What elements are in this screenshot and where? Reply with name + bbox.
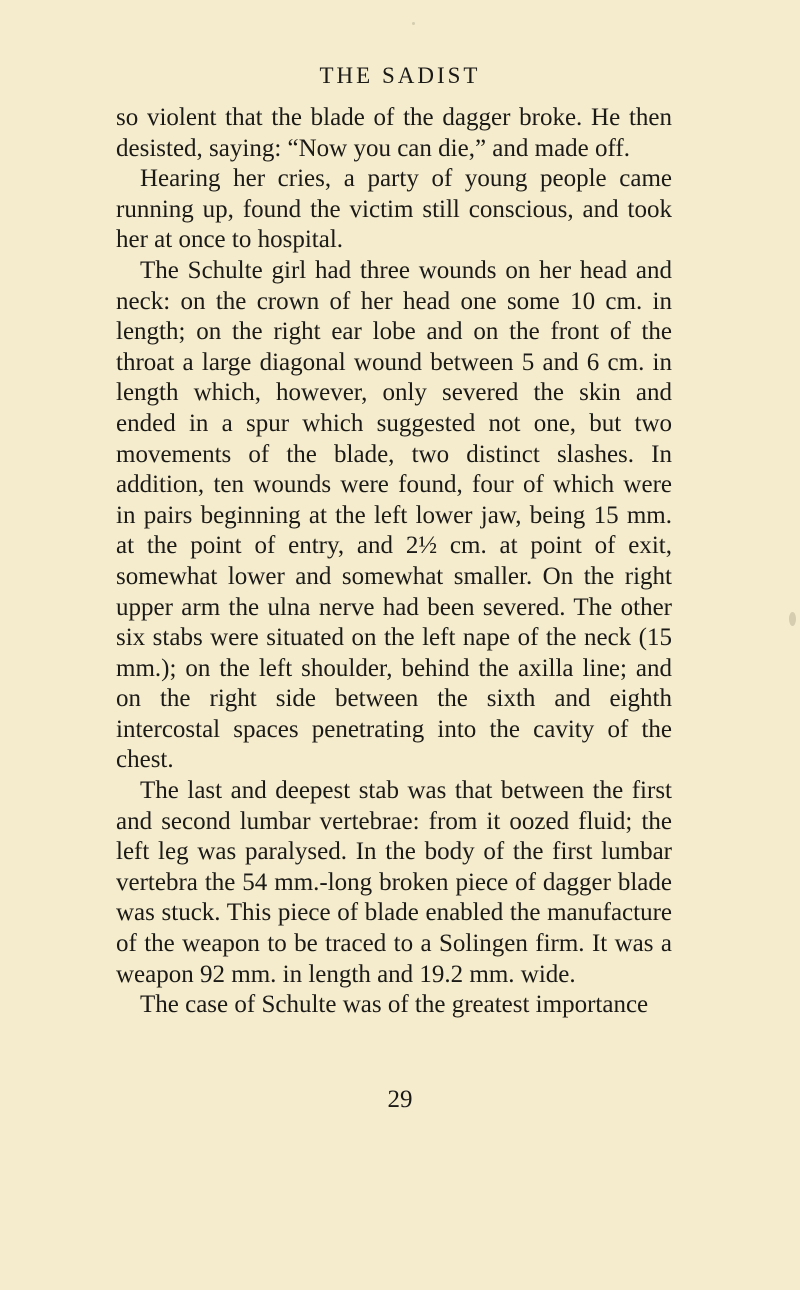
paragraph: The last and deepest stab was that between the first and second lumbar vertebrae: from it oozed fluid; the left leg was paralysed. In the body of the first lumbar vertebra the 54 mm.-long broken piece of dagger blade was stuck. This piece of blade enabled the manufacture of the weapon to be traced to a Solingen firm. It was a weapon 92 mm. in length and 19.2 mm. wide. (116, 777, 672, 988)
page-number: 29 (387, 1086, 413, 1113)
paper-speck (412, 22, 415, 25)
body-text (116, 103, 672, 1021)
paragraph-continuation: so violent that the blade of the dagger broke. He then desisted, saying: “Now you can die,” and made off. (116, 104, 672, 162)
paragraph: Hearing her cries, a party of young people came running up, found the victim still conscious, and took her at once to hospital. (116, 165, 672, 254)
paragraph: The case of Schulte was of the greatest importance (140, 991, 649, 1019)
paragraph: The Schulte girl had three wounds on her head and neck: on the crown of her head one some 10 cm. in length; on the right ear lobe and on the front of the throat a large diagonal wound between 5 and 6 cm. in length which, however, only severed the skin and ended in a spur which suggested not one, but two movements of the blade, two distinct slashes. In addition, ten wounds were found, four of which were in pairs beginning at the left lower jaw, being 15 mm. at the point of entry, and 2½ cm. at point of exit, somewhat lower and somewhat smaller. On the right upper arm the ulna nerve had been severed. The other six stabs were situated on the left nape of the neck (15 mm.); on the left shoulder, behind the axilla line; and on the right side between the sixth and eighth intercostal spaces penetrating into the cavity of the chest. (116, 256, 672, 774)
running-head: THE SADIST (319, 63, 481, 88)
paper-speck (789, 612, 796, 626)
